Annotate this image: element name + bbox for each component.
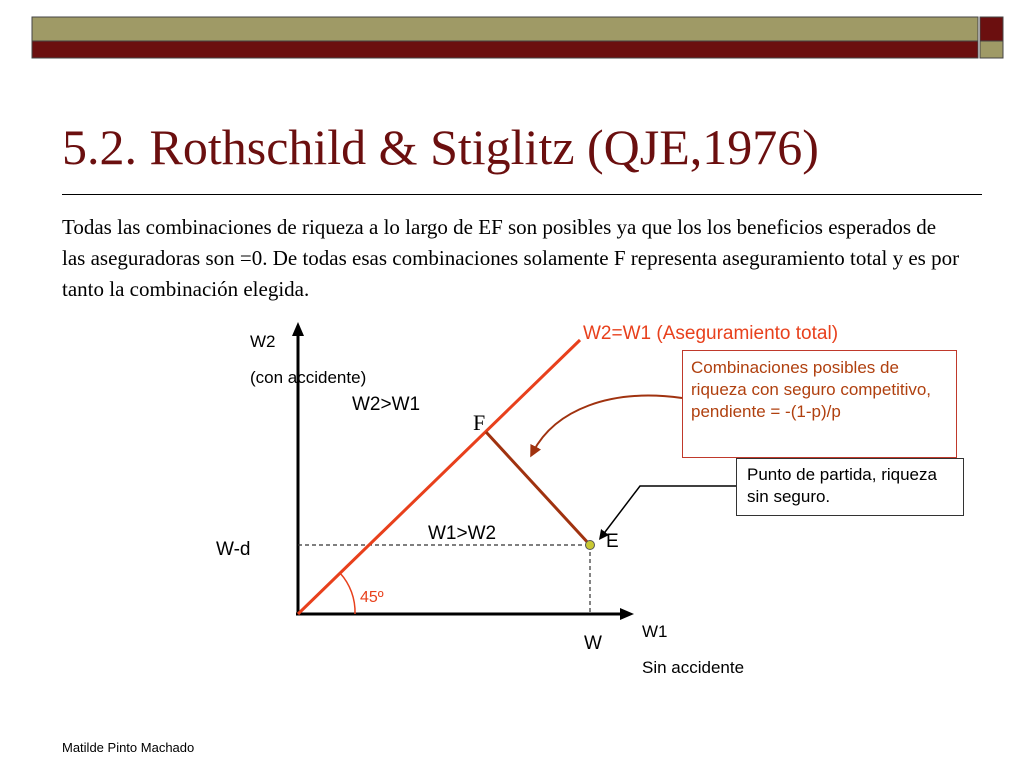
y-axis-label: W2 bbox=[250, 332, 276, 351]
y-axis-sublabel: (con accidente) bbox=[250, 368, 367, 387]
x-tick-label: W bbox=[584, 633, 602, 654]
start-arrow bbox=[602, 486, 736, 536]
point-f-label: F bbox=[473, 410, 486, 435]
y-tick-label: W-d bbox=[216, 539, 251, 560]
ef-line bbox=[486, 432, 590, 545]
page-title: 5.2. Rothschild & Stiglitz (QJE,1976) bbox=[62, 119, 819, 175]
region-below-label: W1>W2 bbox=[428, 523, 497, 544]
combinations-callout: Combinaciones posibles de riqueza con seguro competitivo, pendiente = -(1-p)/p bbox=[682, 350, 957, 458]
region-above-label: W2>W1 bbox=[352, 394, 421, 415]
body-paragraph: Todas las combinaciones de riqueza a lo largo de EF son posibles ya que los los beneficios esperados de las aseguradoras son =0. De todas esas combinaciones solamente F representa aseguramiento total y es por tanto la combinación elegida. bbox=[62, 215, 960, 301]
x-axis-sublabel: Sin accidente bbox=[642, 658, 745, 677]
combinations-arrow bbox=[533, 396, 682, 452]
y-axis-arrowhead bbox=[292, 322, 304, 336]
point-e-marker bbox=[586, 541, 595, 550]
x-axis-arrowhead bbox=[620, 608, 634, 620]
footer-author: Matilde Pinto Machado bbox=[62, 740, 195, 755]
starting-point-callout: Punto de partida, riqueza sin seguro. bbox=[736, 458, 964, 516]
angle-arc bbox=[340, 573, 355, 614]
x-axis-label: W1 bbox=[642, 622, 668, 641]
certainty-line-label: W2=W1 (Aseguramiento total) bbox=[583, 323, 839, 344]
point-e-label: E bbox=[606, 531, 619, 552]
angle-label: 45º bbox=[360, 589, 384, 606]
